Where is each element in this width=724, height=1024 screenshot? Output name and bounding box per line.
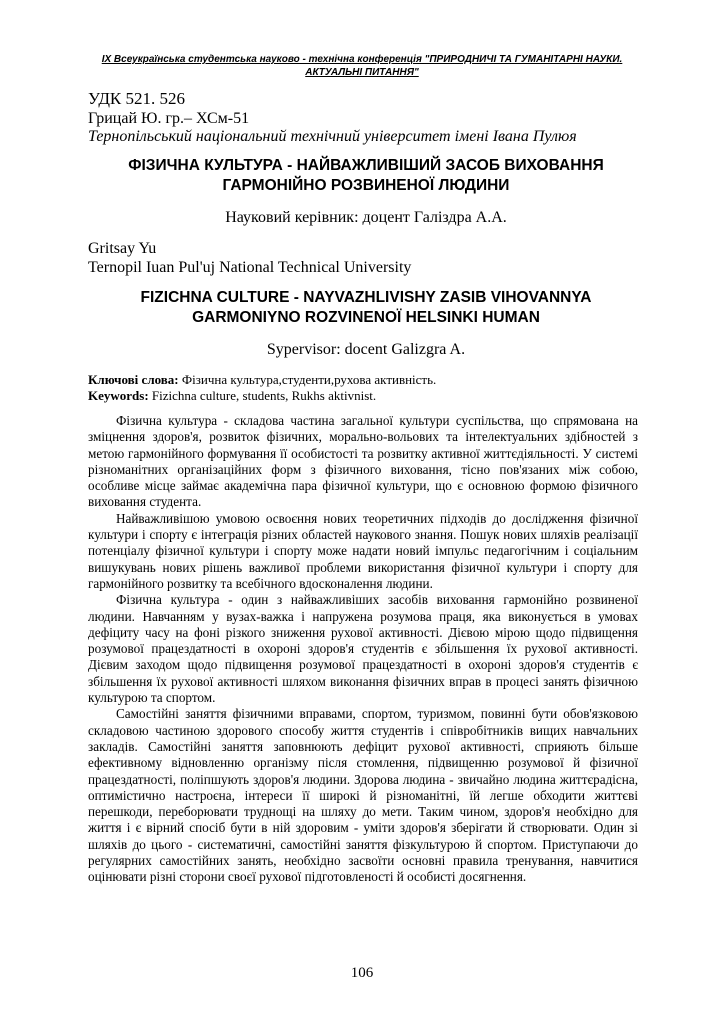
title-en: FIZICHNA CULTURE - NAYVAZHLIVISHY ZASIB VIHOVANNYA GARMONIYNO ROZVINENOЇ HELSINKI HUMAN (140, 289, 592, 326)
keywords-en-label: Keywords: (88, 388, 149, 403)
keywords-en-text: Fizichna culture, students, Rukhs aktivnist. (148, 388, 377, 403)
author-en: Gritsay Yu (88, 240, 157, 257)
keywords-uk-label: Ключові слова: (88, 372, 179, 387)
udk-code: УДК 521. 526 (88, 89, 186, 108)
keywords-uk (88, 372, 644, 388)
conference-header: IX Всеукраїнська студентська науково - технічна конференція "ПРИРОДНИЧІ ТА ГУМАНІТАРНІ НАУКИ. АКТУАЛЬНІ ПИТАННЯ" (101, 54, 623, 78)
keywords-block (88, 372, 644, 404)
author-uk: Грицай Ю. гр.– ХСм-51 (88, 110, 250, 127)
title-uk: ФІЗИЧНА КУЛЬТУРА - НАЙВАЖЛИВІШИЙ ЗАСОБ ВИХОВАННЯ ГАРМОНІЙНО РОЗВИНЕНОЇ ЛЮДИНИ (128, 157, 604, 194)
paragraph: Фізична культура - один з найважливіших засобів виховання гармонійно розвиненої людини. Навчанням у вузах-важка і напружена розумова праця, яка виконується в умовах дефіциту часу на фоні різкого зниження рухової активності. Дієвою мірою щодо підвищення розумової працездатності в охороні здоров'я студентів є збільшення їх рухової активності. Дієвим заходом щодо підвищення розумової працездатності в охороні здоров'я студентів є збільшення їх рухової активності шляхом виконання фізичних вправ в процесі занять фізичною культурою та спортом. (88, 592, 638, 706)
paragraph: Самостійні заняття фізичними вправами, спортом, туризмом, повинні бути обов'язковою складовою частиною здорового способу життя студентів і співробітників вищих навчальних закладів. Самостійні заняття заповнюють дефіцит рухової активності, сприяють більше ефективному відновленню організму після стомлення, підвищенню розумової й фізичної працездатності, поліпшують здоров'я людини. Здорова людина - звичайно людина життєрадісна, оптимістично настроєна, інтереси її широкі й різноманітні, їй легше обходити життєві перешкоди, переборювати труднощі на шляху до мети. Таким чином, здоров'я необхідно для життя і є вірний спосіб бути в ній здоровим - уміти здоров'я зберігати й створювати. Один зі шляхів до цього - систематичні, самостійні заняття фізкультурою й спортом. Приступаючи до регулярних самостійних занять, необхідно засвоїти основні правила тренування, навчитися оцінювати різні сторони своєї рухової підготовленості й особисті досягнення. (88, 706, 638, 885)
university-uk: Тернопільський національний технічний університет імені Івана Пулюя (88, 128, 577, 145)
supervisor-en: Sypervisor: docent Galizgra A. (266, 341, 466, 358)
supervisor-uk: Науковий керівник: доцент Галіздра А.А. (225, 209, 507, 226)
paragraph: Фізична культура - складова частина загальної культури суспільства, що спрямована на зміцнення здоров'я, розвиток фізичних, морально-вольових та інтелектуальних здібностей з метою гармонійного формування її особистості та розвитку активної життєдіяльності. У системі різноманітних організаційних форм з фізичного виховання, тісно пов'язаних між собою, особливе місце займає академічна пара фізичної культури, що є основною формою фізичного виховання студента. (88, 413, 638, 510)
paragraph: Найважливішою умовою освоєння нових теоретичних підходів до дослідження фізичної культури і спорту є інтеграція різних областей наукового знання. Пошук нових шляхів реалізації потенціалу фізичної культури і спорту може надати новий імпульс педагогічним і соціальним вишукувань нових рішень важливої проблеми використання фізичної культури і спорту для гармонійного розвитку та всебічного вдосконалення людини. (88, 510, 638, 591)
page-number: 106 (350, 965, 374, 981)
keywords-uk-text: Фізична культура,студенти,рухова активність. (178, 372, 437, 387)
university-en: Ternopil Iuan Pul'uj National Technical University (88, 259, 412, 276)
body-text (88, 413, 638, 886)
keywords-en (88, 388, 644, 404)
